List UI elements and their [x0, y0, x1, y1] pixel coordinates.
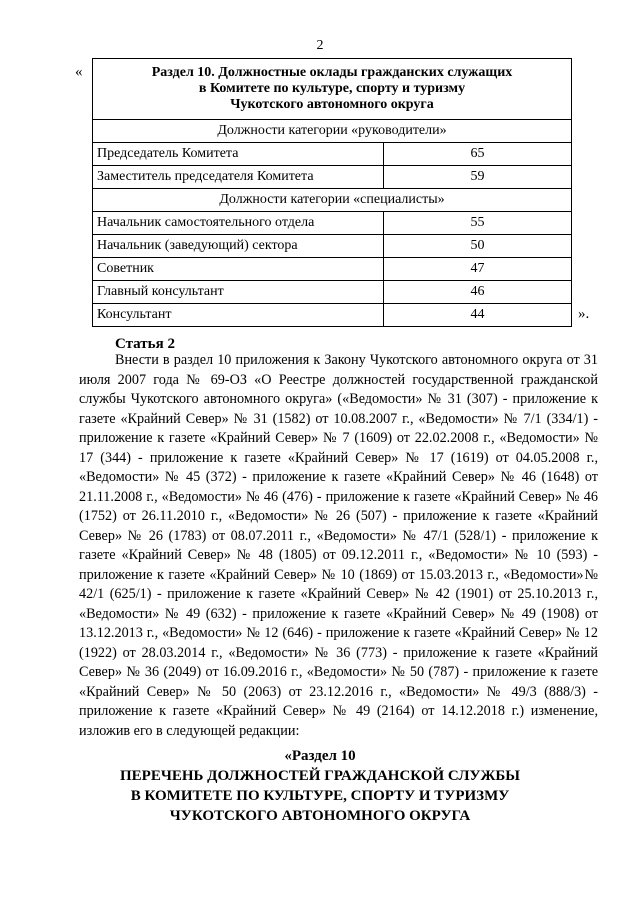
article-body-text: Внести в раздел 10 приложения к Закону Чукотского автономного округа от 31 июля 2007 года № 69-ОЗ «О Реестре должностей государственной гражданской службы Чукотского автономного округа» («Ведомости» № 31 (307) - приложение к газете «Крайний Север» № 31 (1582) от 10.08.2007 г., «Ведомости» № 7/1 (334/1) - приложение к газете «Крайний Север» № 7 (1609) от 22.02.2008 г., «Ведомости» № 17 (344) - приложение к газете «Крайний Север» № 17 (1619) от 04.05.2008 г., «Ведомости» № 45 (372) - приложение к газете «Крайний Север» № 46 (1648) от 21.11.2008 г., «Ведомости» № 46 (476) - приложение к газете «Крайний Север» № 46 (1752) от 26.11.2010 г., «Ведомости» № 26 (507) - приложение к газете «Крайний Север» № 26 (1783) от 08.07.2011 г., «Ведомости» № 47/1 (528/1) - приложение к газете «Крайний Север» № 48 (1805) от 09.12.2011 г., «Ведомости» № 10 (593) - приложение к газете «Крайний Север» № 10 (1869) от 15.03.2013 г., «Ведомости»№ 42/1 (625/1) - приложение к газете «Крайний Север» № 42 (1901) от 25.10.2013 г., «Ведомости» № 49 (632) - приложение к газете «Крайний Север» № 49 (1908) от 13.12.2013 г., «Ведомости» № 12 (646) - приложение к газете «Крайний Север» № 12 (1922) от 28.03.2014 г., «Ведомости» № 36 (773) - приложение к газете «Крайний Север» № 36 (2049) от 16.09.2016 г., «Ведомости» № 50 (787) - приложение к газете «Крайний Север» № 50 (2063) от 23.12.2016 г., «Ведомости» № 49/3 (888/3) - приложение к газете «Крайний Север» № 49 (2164) от 14.12.2018 г.) изменение, изложив его в следующей редакции:: [79, 352, 598, 739]
new-section-title-line: ПЕРЕЧЕНЬ ДОЛЖНОСТЕЙ ГРАЖДАНСКОЙ СЛУЖБЫ: [119, 768, 521, 784]
table-row: [93, 258, 572, 281]
salary-value-cell: 47: [384, 258, 572, 281]
position-cell: Начальник самостоятельного отдела: [93, 212, 384, 235]
closing-quote-mark: ».: [578, 306, 590, 322]
table-row: [93, 166, 572, 189]
table-title-row: [93, 59, 572, 120]
new-section-title-line: ЧУКОТСКОГО АВТОНОМНОГО ОКРУГА: [169, 808, 471, 824]
table-title: [93, 59, 572, 120]
position-cell: Консультант: [93, 304, 384, 327]
category-row: [93, 189, 572, 212]
position-cell: Начальник (заведующий) сектора: [93, 235, 384, 258]
table-row: [93, 212, 572, 235]
new-section-heading: [0, 746, 640, 826]
position-cell: Председатель Комитета: [93, 143, 384, 166]
position-cell: Главный консультант: [93, 281, 384, 304]
table-row: [93, 304, 572, 327]
article-heading: Статья 2: [115, 336, 175, 352]
table-row: [93, 143, 572, 166]
new-section-label: «Раздел 10: [284, 748, 356, 764]
category-specialists: Должности категории «специалисты»: [93, 189, 572, 212]
opening-quote-mark: «: [75, 64, 83, 80]
category-row: [93, 120, 572, 143]
table-title-line: Раздел 10. Должностные оклады гражданских служащих: [151, 65, 513, 80]
article-body-paragraph: [79, 351, 598, 741]
position-cell: Советник: [93, 258, 384, 281]
position-cell: Заместитель председателя Комитета: [93, 166, 384, 189]
salary-value-cell: 55: [384, 212, 572, 235]
table-title-line: в Комитете по культуре, спорту и туризму: [198, 81, 466, 96]
new-section-title-line: В КОМИТЕТЕ ПО КУЛЬТУРЕ, СПОРТУ И ТУРИЗМУ: [130, 788, 510, 804]
salary-value-cell: 44: [384, 304, 572, 327]
table-title-line: Чукотского автономного округа: [230, 97, 434, 112]
salary-value-cell: 50: [384, 235, 572, 258]
salary-value-cell: 65: [384, 143, 572, 166]
table-row: [93, 281, 572, 304]
category-heads: Должности категории «руководители»: [93, 120, 572, 143]
salary-value-cell: 59: [384, 166, 572, 189]
table-row: [93, 235, 572, 258]
salary-table: [92, 58, 572, 327]
salary-value-cell: 46: [384, 281, 572, 304]
page-number: 2: [316, 38, 324, 53]
